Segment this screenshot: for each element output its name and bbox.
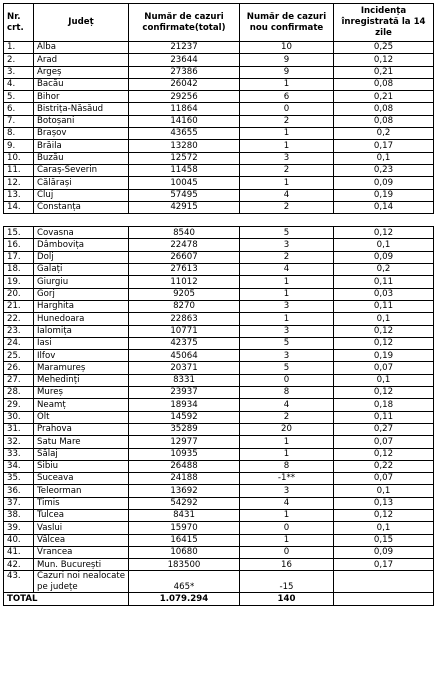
cell-new: 5 [240, 337, 334, 349]
cell-new: 1 [240, 509, 334, 521]
table-row [4, 509, 434, 521]
cell-incidence: 0,14 [334, 201, 434, 213]
table-row [4, 103, 434, 115]
cell-judet: Bistrița-Năsăud [34, 103, 129, 115]
cell-incidence: 0,15 [334, 534, 434, 546]
cell-new: 3 [240, 485, 334, 497]
cell-total: 18934 [129, 399, 240, 411]
cell-nr: 17. [4, 251, 34, 263]
cell-nr: 22. [4, 313, 34, 325]
cell-judet: Constanța [34, 201, 129, 213]
cell-judet: Covasna [34, 227, 129, 239]
cell-judet: Cazuri noi nealocate pe județe [34, 571, 129, 593]
cell-incidence: 0,08 [334, 115, 434, 127]
cell-nr: 7. [4, 115, 34, 127]
cell-total: 12572 [129, 152, 240, 164]
cell-incidence: 0,08 [334, 103, 434, 115]
cell-nr: 2. [4, 54, 34, 66]
cell-judet: Prahova [34, 423, 129, 435]
cell-judet: Neamț [34, 399, 129, 411]
cases-table-part1 [3, 3, 434, 214]
cell-total: 16415 [129, 534, 240, 546]
cell-total: 26042 [129, 78, 240, 90]
table-row [4, 534, 434, 546]
table-row [4, 485, 434, 497]
cell-judet: Olt [34, 411, 129, 423]
table-row [4, 66, 434, 78]
county-cases-sheet [3, 3, 433, 606]
cell-nr: 39. [4, 522, 34, 534]
cell-incidence: 0,21 [334, 66, 434, 78]
cell-judet: Timis [34, 497, 129, 509]
cell-total: 14592 [129, 411, 240, 423]
cell-incidence: 0,19 [334, 350, 434, 362]
cell-nr: 34. [4, 460, 34, 472]
cell-total: 45064 [129, 350, 240, 362]
cell-new: -1** [240, 473, 334, 485]
cell-new: 1 [240, 140, 334, 152]
cell-judet: Satu Mare [34, 436, 129, 448]
cell-total: 8431 [129, 509, 240, 521]
cell-total: 20371 [129, 362, 240, 374]
cell-new: 1 [240, 448, 334, 460]
table-row [4, 152, 434, 164]
cell-new: 9 [240, 54, 334, 66]
cell-total: 24188 [129, 473, 240, 485]
cell-judet: Brăila [34, 140, 129, 152]
cell-nr: 36. [4, 485, 34, 497]
cell-total: 9205 [129, 288, 240, 300]
table-row [4, 411, 434, 423]
page-break-gap [3, 214, 433, 226]
summary-rows [4, 571, 434, 605]
cell-nr: 32. [4, 436, 34, 448]
cell-new: 16 [240, 559, 334, 571]
cell-judet: Mun. București [34, 559, 129, 571]
cell-total: 14160 [129, 115, 240, 127]
cell-judet: Tulcea [34, 509, 129, 521]
cell-new: 4 [240, 264, 334, 276]
cell-judet: Galați [34, 264, 129, 276]
cell-incidence: 0,09 [334, 177, 434, 189]
cell-judet: Giurgiu [34, 276, 129, 288]
cell-total: 8540 [129, 227, 240, 239]
header-incidence: Incidența înregistrată la 14 zile [334, 4, 434, 42]
cell-incidence [334, 571, 434, 593]
cell-judet: Brașov [34, 128, 129, 140]
cell-judet: Dâmbovița [34, 239, 129, 251]
header-nr: Nr. crt. [4, 4, 34, 42]
cell-incidence: 0,2 [334, 264, 434, 276]
table-row [4, 115, 434, 127]
cell-judet: Cluj [34, 189, 129, 201]
cell-judet: Vâlcea [34, 534, 129, 546]
cell-judet: Caraș-Severin [34, 164, 129, 176]
table-row [4, 350, 434, 362]
cell-nr: 9. [4, 140, 34, 152]
cell-nr: 12. [4, 177, 34, 189]
cell-new: 5 [240, 362, 334, 374]
cell-judet: Alba [34, 42, 129, 54]
cell-new: 2 [240, 411, 334, 423]
table-row [4, 362, 434, 374]
cell-incidence: 0,18 [334, 399, 434, 411]
cell-new: 1 [240, 78, 334, 90]
cell-new: 4 [240, 399, 334, 411]
cell-incidence: 0,21 [334, 91, 434, 103]
cell-incidence: 0,13 [334, 497, 434, 509]
header-judet: Județ [34, 4, 129, 42]
cell-nr: 18. [4, 264, 34, 276]
cell-incidence: 0,22 [334, 460, 434, 472]
cell-incidence: 0,1 [334, 485, 434, 497]
cell-total: 11012 [129, 276, 240, 288]
cell-total: 12977 [129, 436, 240, 448]
cell-incidence: 0,03 [334, 288, 434, 300]
cell-nr: 40. [4, 534, 34, 546]
cell-nr: 33. [4, 448, 34, 460]
table-row [4, 189, 434, 201]
cell-total: 21237 [129, 42, 240, 54]
cell-total: 8270 [129, 300, 240, 312]
cell-new: 1 [240, 313, 334, 325]
cell-incidence: 0,08 [334, 78, 434, 90]
table-row [4, 460, 434, 472]
total-cases-value: 1.079.294 [129, 593, 240, 605]
cell-nr: 11. [4, 164, 34, 176]
cell-total: 10045 [129, 177, 240, 189]
table-row [4, 42, 434, 54]
cell-judet: Suceava [34, 473, 129, 485]
table-row [4, 325, 434, 337]
cell-judet: Călărași [34, 177, 129, 189]
cell-incidence: 0,12 [334, 54, 434, 66]
cell-nr: 26. [4, 362, 34, 374]
table-row [4, 522, 434, 534]
table-row [4, 423, 434, 435]
cell-total: 23937 [129, 387, 240, 399]
cell-incidence: 0,27 [334, 423, 434, 435]
cell-nr: 16. [4, 239, 34, 251]
cell-total: 22863 [129, 313, 240, 325]
cell-judet: Bacău [34, 78, 129, 90]
table-row [4, 164, 434, 176]
total-new-value: 140 [240, 593, 334, 605]
cell-nr: 25. [4, 350, 34, 362]
cell-judet: Arad [34, 54, 129, 66]
cell-total: 26488 [129, 460, 240, 472]
cell-new: 10 [240, 42, 334, 54]
cell-new: 3 [240, 350, 334, 362]
cell-judet: Dolj [34, 251, 129, 263]
cell-total: 13692 [129, 485, 240, 497]
table-row [4, 177, 434, 189]
cell-nr: 8. [4, 128, 34, 140]
cell-total: 22478 [129, 239, 240, 251]
cell-new: 0 [240, 522, 334, 534]
cell-incidence: 0,12 [334, 509, 434, 521]
cell-incidence: 0,07 [334, 362, 434, 374]
cell-total: 11458 [129, 164, 240, 176]
cell-nr: 3. [4, 66, 34, 78]
cell-new: 2 [240, 251, 334, 263]
cell-incidence: 0,07 [334, 473, 434, 485]
cell-new: 3 [240, 325, 334, 337]
cell-incidence: 0,11 [334, 411, 434, 423]
cell-new: 0 [240, 103, 334, 115]
table-row [4, 559, 434, 571]
cell-incidence: 0,07 [334, 436, 434, 448]
table-row [4, 264, 434, 276]
cell-judet: Gorj [34, 288, 129, 300]
cell-nr: 28. [4, 387, 34, 399]
cell-total: 54292 [129, 497, 240, 509]
cell-incidence: 0,12 [334, 325, 434, 337]
cell-nr: 14. [4, 201, 34, 213]
cell-total: 57495 [129, 189, 240, 201]
cell-nr: 43. [4, 571, 34, 593]
cell-total: 42375 [129, 337, 240, 349]
cell-total: 183500 [129, 559, 240, 571]
total-label: TOTAL [4, 593, 129, 605]
table-row [4, 448, 434, 460]
total-incidence-value [334, 593, 434, 605]
cell-new: 0 [240, 546, 334, 558]
cell-incidence: 0,17 [334, 140, 434, 152]
cases-body-part2 [4, 227, 434, 571]
header-row [4, 4, 434, 42]
cell-nr: 15. [4, 227, 34, 239]
cell-incidence: 0,25 [334, 42, 434, 54]
cell-judet: Ilfov [34, 350, 129, 362]
cell-judet: Vaslui [34, 522, 129, 534]
cell-new: 3 [240, 152, 334, 164]
cell-nr: 30. [4, 411, 34, 423]
cell-new: 1 [240, 128, 334, 140]
cell-total: 29256 [129, 91, 240, 103]
cell-nr: 6. [4, 103, 34, 115]
header-new-cases: Număr de cazuri nou confirmate [240, 4, 334, 42]
cell-total: 465* [129, 571, 240, 593]
cell-nr: 20. [4, 288, 34, 300]
cell-total: 27613 [129, 264, 240, 276]
cell-incidence: 0,1 [334, 152, 434, 164]
cell-incidence: 0,1 [334, 374, 434, 386]
cell-total: 11864 [129, 103, 240, 115]
cases-table-part2 [3, 226, 434, 606]
cell-new: 8 [240, 460, 334, 472]
table-row [4, 227, 434, 239]
cell-new: 5 [240, 227, 334, 239]
cell-judet: Ialomița [34, 325, 129, 337]
cell-judet: Sălaj [34, 448, 129, 460]
cell-incidence: 0,12 [334, 387, 434, 399]
cell-nr: 24. [4, 337, 34, 349]
cell-new: 3 [240, 239, 334, 251]
cell-total: 43655 [129, 128, 240, 140]
cell-nr: 23. [4, 325, 34, 337]
cell-total: 10771 [129, 325, 240, 337]
cell-total: 26607 [129, 251, 240, 263]
cell-nr: 1. [4, 42, 34, 54]
table-row [4, 251, 434, 263]
cell-incidence: 0,17 [334, 559, 434, 571]
table-row [4, 201, 434, 213]
cell-judet: Mureș [34, 387, 129, 399]
cell-incidence: 0,12 [334, 337, 434, 349]
table-row [4, 374, 434, 386]
table-row [4, 387, 434, 399]
cell-new: 9 [240, 66, 334, 78]
cell-incidence: 0,1 [334, 239, 434, 251]
cell-nr: 4. [4, 78, 34, 90]
table-row [4, 239, 434, 251]
cell-incidence: 0,12 [334, 227, 434, 239]
cases-body-part1 [4, 42, 434, 214]
cell-nr: 35. [4, 473, 34, 485]
cell-nr: 27. [4, 374, 34, 386]
table-row [4, 128, 434, 140]
cell-incidence: 0,2 [334, 128, 434, 140]
cell-new: 1 [240, 276, 334, 288]
cell-total: 15970 [129, 522, 240, 534]
cell-new: 2 [240, 115, 334, 127]
cell-new: 2 [240, 201, 334, 213]
cell-nr: 37. [4, 497, 34, 509]
cell-new: 1 [240, 177, 334, 189]
cell-judet: Buzău [34, 152, 129, 164]
cell-judet: Sibiu [34, 460, 129, 472]
cell-new: 6 [240, 91, 334, 103]
cell-judet: Iasi [34, 337, 129, 349]
cell-incidence: 0,11 [334, 276, 434, 288]
cell-nr: 13. [4, 189, 34, 201]
table-row [4, 473, 434, 485]
cell-nr: 21. [4, 300, 34, 312]
cell-total: 10680 [129, 546, 240, 558]
cell-total: 10935 [129, 448, 240, 460]
table-row [4, 78, 434, 90]
cell-new: 1 [240, 288, 334, 300]
cell-judet: Bihor [34, 91, 129, 103]
cell-total: 23644 [129, 54, 240, 66]
cell-judet: Argeș [34, 66, 129, 78]
cell-incidence: 0,19 [334, 189, 434, 201]
unallocated-row [4, 571, 434, 593]
table-row [4, 497, 434, 509]
total-row [4, 593, 434, 605]
cell-incidence: 0,1 [334, 313, 434, 325]
table-row [4, 54, 434, 66]
cell-new: 20 [240, 423, 334, 435]
cell-incidence: 0,12 [334, 448, 434, 460]
cell-judet: Hunedoara [34, 313, 129, 325]
header-total-cases: Număr de cazuri confirmate(total) [129, 4, 240, 42]
cell-new: 4 [240, 497, 334, 509]
cell-nr: 5. [4, 91, 34, 103]
cell-judet: Mehedinți [34, 374, 129, 386]
cell-incidence: 0,09 [334, 251, 434, 263]
cell-total: 35289 [129, 423, 240, 435]
table-row [4, 288, 434, 300]
cell-judet: Teleorman [34, 485, 129, 497]
cell-total: 27386 [129, 66, 240, 78]
cell-total: 8331 [129, 374, 240, 386]
table-row [4, 436, 434, 448]
cell-nr: 29. [4, 399, 34, 411]
cell-new: 8 [240, 387, 334, 399]
cell-nr: 19. [4, 276, 34, 288]
cell-new: -15 [240, 571, 334, 593]
cell-incidence: 0,11 [334, 300, 434, 312]
cell-new: 4 [240, 189, 334, 201]
table-row [4, 300, 434, 312]
cell-new: 1 [240, 436, 334, 448]
table-row [4, 313, 434, 325]
cell-total: 13280 [129, 140, 240, 152]
cell-judet: Harghita [34, 300, 129, 312]
cell-new: 1 [240, 534, 334, 546]
cell-nr: 42. [4, 559, 34, 571]
cell-new: 2 [240, 164, 334, 176]
table-row [4, 140, 434, 152]
cell-nr: 31. [4, 423, 34, 435]
table-row [4, 337, 434, 349]
cell-total: 42915 [129, 201, 240, 213]
cell-new: 0 [240, 374, 334, 386]
cell-incidence: 0,09 [334, 546, 434, 558]
cell-judet: Vrancea [34, 546, 129, 558]
cell-new: 3 [240, 300, 334, 312]
cell-incidence: 0,1 [334, 522, 434, 534]
cell-incidence: 0,23 [334, 164, 434, 176]
table-row [4, 276, 434, 288]
table-row [4, 91, 434, 103]
cell-nr: 38. [4, 509, 34, 521]
cell-nr: 41. [4, 546, 34, 558]
cell-nr: 10. [4, 152, 34, 164]
cell-judet: Botoșani [34, 115, 129, 127]
cell-judet: Maramureș [34, 362, 129, 374]
table-row [4, 546, 434, 558]
table-row [4, 399, 434, 411]
